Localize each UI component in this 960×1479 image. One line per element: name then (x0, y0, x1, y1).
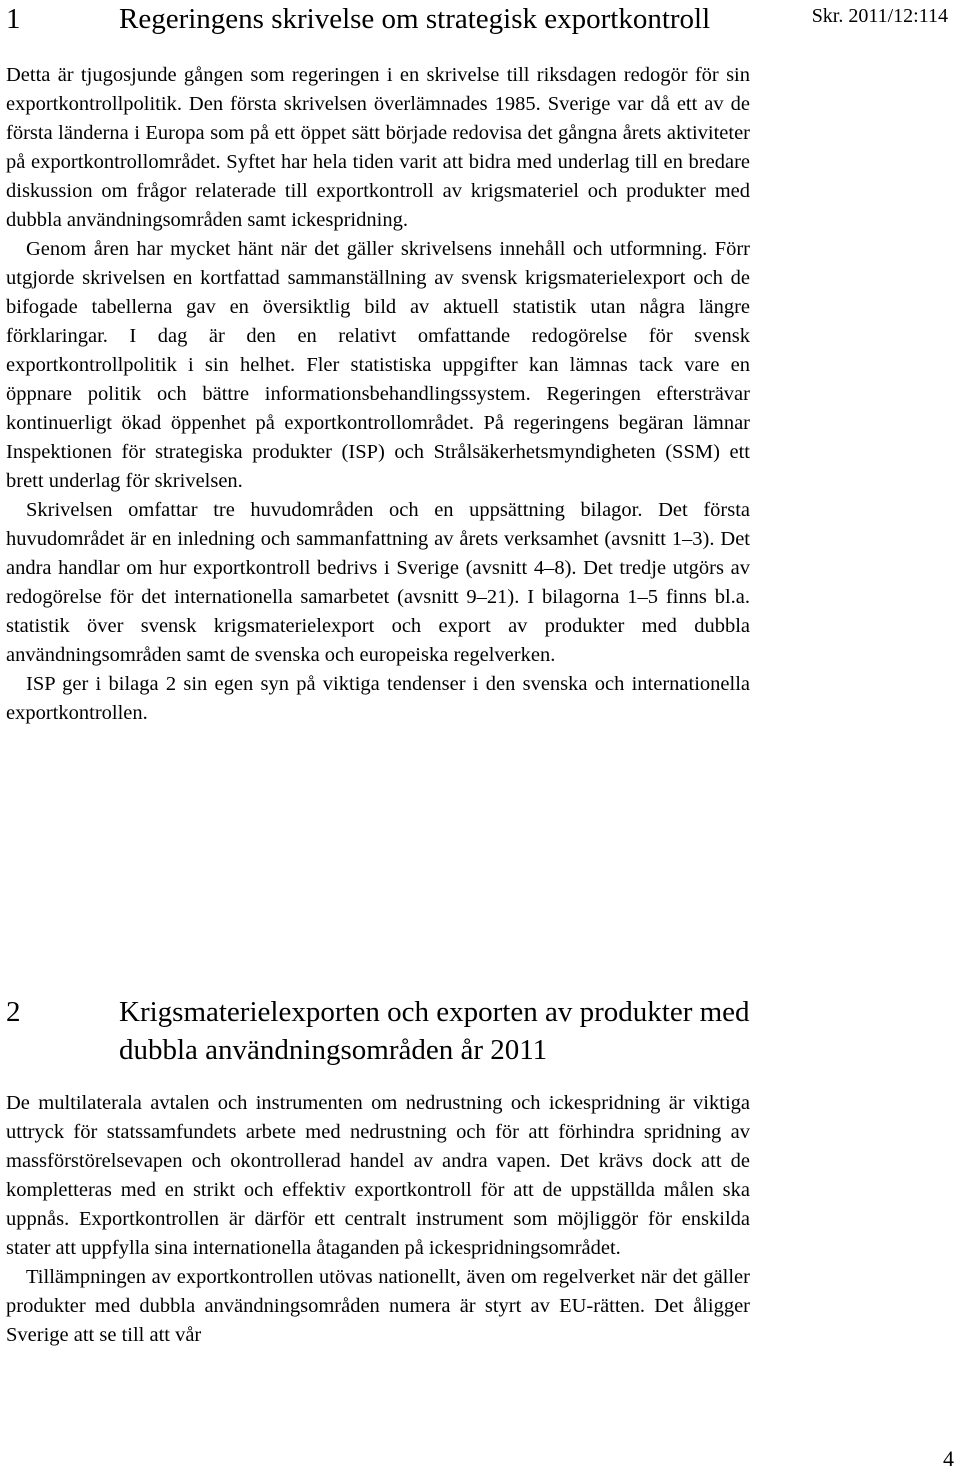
chapter-1-title: Regeringens skrivelse om strategisk exportkontroll (119, 3, 711, 35)
chapter-1-number: 1 (6, 3, 21, 35)
paragraph: Detta är tjugosjunde gången som regeringen i en skrivelse till riksdagen redogör för sin exportkontrollpolitik. Den första skrivelsen överlämnades 1985. Sverige var då ett av de första länderna i Europa som på ett öppet sätt började redovisa det gångna årets aktiviteter på exportkontrollområdet. Syftet har hela tiden varit att bidra med underlag till en bredare diskussion om frågor relaterade till exportkontroll av krigsmateriel och produkter med dubbla användningsområden samt ickespridning. (6, 64, 750, 231)
chapter-2-number: 2 (6, 996, 21, 1028)
document-reference: Skr. 2011/12:114 (811, 5, 948, 27)
chapter-1-heading (6, 0, 750, 38)
chapter-1 (6, 0, 750, 728)
paragraph: ISP ger i bilaga 2 sin egen syn på viktiga tendenser i den svenska och internationella exportkontrollen. (6, 673, 750, 724)
chapter-2-body (6, 1089, 750, 1350)
paragraph: Skrivelsen omfattar tre huvudområden och en uppsättning bilagor. Det första huvudområdet är en inledning och sammanfattning av årets verksamhet (avsnitt 1–3). Det andra handlar om hur exportkontroll bedrivs i Sverige (avsnitt 4–8). Det tredje utgörs av redogörelse för det internationella samarbetet (avsnitt 9–21). I bilagorna 1–5 finns bl.a. statistik över svensk krigsmaterielexport och export av produkter med dubbla användningsområden samt de svenska och europeiska regelverken. (6, 499, 750, 666)
page-number: 4 (943, 1446, 954, 1471)
chapter-2-title: Krigsmaterielexporten och exporten av produkter med dubbla användningsområden år 2011 (119, 996, 750, 1066)
paragraph: Genom åren har mycket hänt när det gäller skrivelsens innehåll och utformning. Förr utgjorde skrivelsen en kortfattad sammanställning av svensk krigsmaterielexport och de bifogade tabellerna gav en översiktlig bild av aktuell statistik utan några längre förklaringar. I dag är den en relativt omfattande redogörelse för svensk exportkontrollpolitik i sin helhet. Fler statistiska uppgifter kan lämnas tack vare en öppnare politik och bättre informationsbehandlingssystem. Regeringen eftersträvar kontinuerligt ökad öppenhet på exportkontrollområdet. På regeringens begäran lämnar Inspektionen för strategiska produkter (ISP) och Strålsäkerhetsmyndigheten (SSM) ett brett underlag för skrivelsen. (6, 238, 750, 492)
chapter-2 (6, 993, 750, 1350)
paragraph: De multilaterala avtalen och instrumenten om nedrustning och ickespridning är viktiga uttryck för statssamfundets arbete med nedrustning och för att förhindra spridning av massförstörelsevapen och okontrollerad handel av andra vapen. Det krävs dock att de kompletteras med en strikt och effektiv exportkontroll för att de uppställda målen ska uppnås. Exportkontrollen är därför ett centralt instrument som möjliggör för enskilda stater att uppfylla sina internationella åtaganden på ickespridningsområdet. (6, 1092, 750, 1259)
chapter-1-body (6, 61, 750, 728)
paragraph: Tillämpningen av exportkontrollen utövas nationellt, även om regelverket när det gäller produkter med dubbla användningsområden numera är styrt av EU-rätten. Det åligger Sverige att se till att vår (6, 1266, 750, 1346)
chapter-2-heading (6, 993, 750, 1069)
